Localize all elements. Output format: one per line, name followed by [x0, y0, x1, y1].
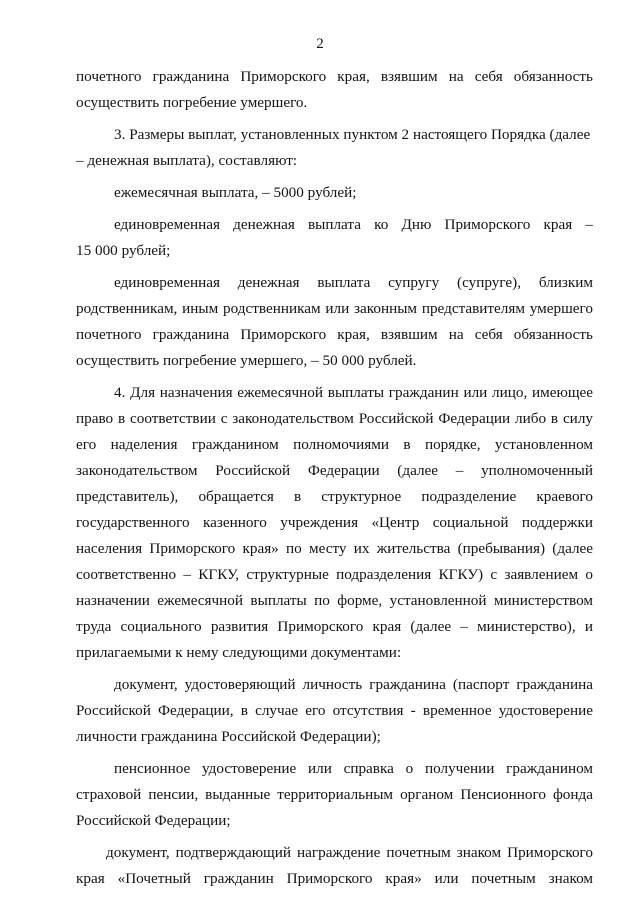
text-line: право в соответствии с законодательством Российской Федерации либо в силу — [76, 410, 593, 427]
text-line: единовременная денежная выплата супругу (супруге), близким — [114, 274, 593, 291]
text-line: Российской Федерации, в случае его отсутствия - временное удостоверение — [76, 702, 593, 719]
text-line: осуществить погребение умершего. — [76, 94, 308, 111]
text-line: документ, подтверждающий награждение почетным знаком Приморского — [106, 844, 593, 861]
text-line: 15 000 рублей; — [76, 242, 171, 259]
text-line: законодательством Российской Федерации (далее – уполномоченный — [76, 462, 593, 479]
text-line: 3. Размеры выплат, установленных пунктом 2 настоящего Порядка (далее — [114, 126, 591, 143]
text-line: прилагаемыми к нему следующими документами: — [76, 644, 402, 661]
text-line: – денежная выплата), составляют: — [76, 152, 298, 169]
text-line: страховой пенсии, выданные территориальным органом Пенсионного фонда — [76, 786, 593, 803]
document-body — [76, 64, 593, 892]
text-line: 4. Для назначения ежемесячной выплаты гражданин или лицо, имеющее — [114, 384, 593, 401]
text-line: соответственно – КГКУ, структурные подразделения КГКУ) с заявлением о — [76, 566, 593, 583]
text-line: родственникам, иным родственникам или законным представителям умершего — [76, 300, 593, 317]
text-line: государственного казенного учреждения «Центр социальной поддержки — [76, 514, 593, 531]
text-line: представитель), обращается в структурное подразделение краевого — [76, 488, 593, 505]
text-line: личности гражданина Российской Федерации); — [76, 728, 381, 745]
page-number: 2 — [316, 36, 324, 52]
text-line: его наделения гражданином полномочиями в порядке, установленном — [76, 436, 593, 453]
text-line: труда социального развития Приморского края (далее – министерство), и — [76, 618, 593, 635]
text-line: почетного гражданина Приморского края, взявшим на себя обязанность — [76, 326, 593, 343]
text-line: пенсионное удостоверение или справка о получении гражданином — [114, 760, 593, 777]
text-line: почетного гражданина Приморского края, взявшим на себя обязанность — [76, 68, 593, 85]
text-line: ежемесячная выплата, – 5000 рублей; — [114, 184, 357, 201]
text-line: осуществить погребение умершего, – 50 000 рублей. — [76, 352, 417, 369]
text-line: Российской Федерации; — [76, 812, 231, 829]
text-line: единовременная денежная выплата ко Дню Приморского края – — [114, 216, 593, 233]
text-line: населения Приморского края» по месту их жительства (пребывания) (далее — [76, 540, 593, 557]
text-line: документ, удостоверяющий личность гражданина (паспорт гражданина — [114, 676, 593, 693]
text-line: назначении ежемесячной выплаты по форме, установленной министерством — [76, 592, 593, 609]
text-line: края «Почетный гражданин Приморского края» или почетным знаком — [76, 870, 593, 887]
